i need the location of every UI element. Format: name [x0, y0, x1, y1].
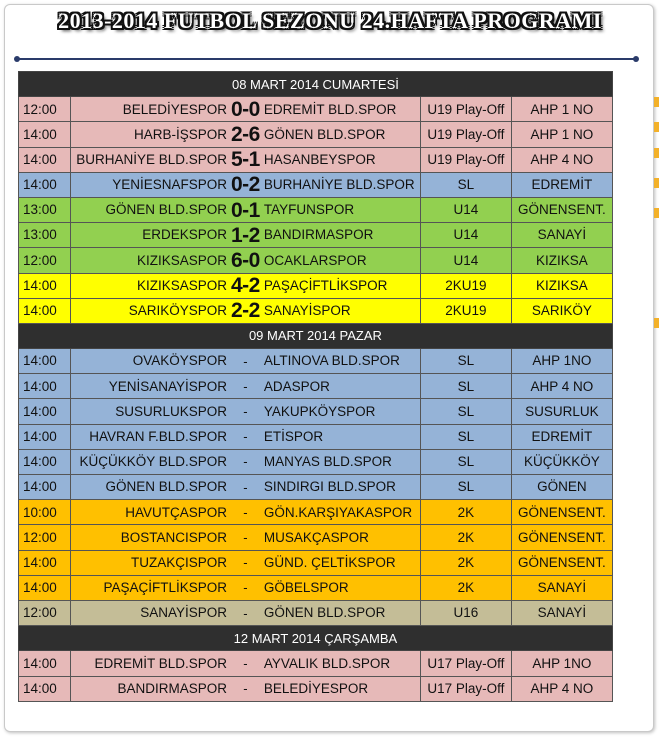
home-team: SANAYİSPOR	[71, 600, 232, 625]
match-row	[19, 349, 613, 374]
match-venue: EDREMİT	[511, 424, 612, 449]
home-team: EDREMİT BLD.SPOR	[71, 651, 232, 676]
match-row	[19, 525, 613, 550]
match-score: -	[231, 424, 260, 449]
match-venue: AHP 1 NO	[511, 97, 612, 122]
side-marker	[654, 122, 659, 132]
match-venue: AHP 4 NO	[511, 676, 612, 701]
match-time: 13:00	[19, 197, 71, 222]
home-team: SUSURLUKSPOR	[71, 399, 232, 424]
side-marker	[654, 318, 659, 328]
match-time: 14:00	[19, 147, 71, 172]
league-code: U16	[420, 600, 511, 625]
match-score: -	[231, 500, 260, 525]
league-code: SL	[420, 399, 511, 424]
league-code: 2KU19	[420, 298, 511, 323]
away-team: GÜND. ÇELTİKSPOR	[260, 550, 421, 575]
league-code: U14	[420, 248, 511, 273]
league-code: U17 Play-Off	[420, 676, 511, 701]
match-row	[19, 676, 613, 701]
league-code: SL	[420, 449, 511, 474]
match-score: 2-6	[231, 122, 260, 146]
match-row	[19, 475, 613, 500]
match-row	[19, 575, 613, 600]
away-team: SINDIRGI BLD.SPOR	[260, 475, 421, 500]
match-score: -	[231, 651, 260, 676]
home-team: BELEDİYESPOR	[71, 97, 232, 122]
match-time: 14:00	[19, 298, 71, 323]
match-score: -	[231, 525, 260, 550]
match-time: 12:00	[19, 97, 71, 122]
match-row	[19, 97, 613, 122]
match-venue: AHP 4 NO	[511, 147, 612, 172]
home-team: PAŞAÇİFTLİKSPOR	[71, 575, 232, 600]
match-venue: SANAYİ	[511, 223, 612, 248]
away-team: ADASPOR	[260, 374, 421, 399]
match-time: 14:00	[19, 651, 71, 676]
home-team: TUZAKÇISPOR	[71, 550, 232, 575]
match-time: 14:00	[19, 349, 71, 374]
match-score: -	[231, 374, 260, 399]
match-venue: SANAYİ	[511, 600, 612, 625]
match-time: 10:00	[19, 500, 71, 525]
match-score: -	[231, 475, 260, 500]
match-venue: KIZIKSA	[511, 273, 612, 298]
home-team: GÖNEN BLD.SPOR	[71, 197, 232, 222]
away-team: MUSAKÇASPOR	[260, 525, 421, 550]
match-venue: GÖNENSENT.	[511, 500, 612, 525]
league-code: U14	[420, 223, 511, 248]
match-venue: GÖNENSENT.	[511, 525, 612, 550]
away-team: BANDIRMASPOR	[260, 223, 421, 248]
match-row	[19, 449, 613, 474]
match-venue: SARIKÖY	[511, 298, 612, 323]
match-score: -	[231, 449, 260, 474]
match-row	[19, 223, 613, 248]
match-venue: GÖNENSENT.	[511, 197, 612, 222]
home-team: HAVRAN F.BLD.SPOR	[71, 424, 232, 449]
home-team: YENİSANAYİSPOR	[71, 374, 232, 399]
match-time: 13:00	[19, 223, 71, 248]
match-venue: AHP 4 NO	[511, 374, 612, 399]
away-team: HASANBEYSPOR	[260, 147, 421, 172]
away-team: BURHANİYE BLD.SPOR	[260, 172, 421, 197]
home-team: GÖNEN BLD.SPOR	[71, 475, 232, 500]
league-code: U19 Play-Off	[420, 147, 511, 172]
match-row	[19, 248, 613, 273]
day-header-row	[19, 626, 613, 651]
league-code: 2KU19	[420, 273, 511, 298]
match-row	[19, 374, 613, 399]
match-venue: AHP 1NO	[511, 349, 612, 374]
match-time: 14:00	[19, 172, 71, 197]
side-marker	[654, 178, 659, 188]
away-team: GÖN.KARŞIYAKASPOR	[260, 500, 421, 525]
match-score: 1-2	[231, 223, 260, 247]
match-row	[19, 147, 613, 172]
match-row	[19, 651, 613, 676]
match-venue: EDREMİT	[511, 172, 612, 197]
match-venue: SANAYİ	[511, 575, 612, 600]
away-team: AYVALIK BLD.SPOR	[260, 651, 421, 676]
home-team: ERDEKSPOR	[71, 223, 232, 248]
league-code: U19 Play-Off	[420, 122, 511, 147]
match-score: -	[231, 676, 260, 701]
away-team: YAKUPKÖYSPOR	[260, 399, 421, 424]
away-team: ETİSPOR	[260, 424, 421, 449]
home-team: KIZIKSASPOR	[71, 273, 232, 298]
league-code: U19 Play-Off	[420, 97, 511, 122]
match-time: 12:00	[19, 525, 71, 550]
day-header-row	[19, 72, 613, 97]
match-venue: SUSURLUK	[511, 399, 612, 424]
match-row	[19, 550, 613, 575]
page-title: 2013-2014 FUTBOL SEZONU 24.HAFTA PROGRAMI	[58, 8, 602, 33]
title-divider	[17, 58, 636, 60]
fixture-table	[18, 71, 613, 702]
home-team: KIZIKSASPOR	[71, 248, 232, 273]
match-time: 14:00	[19, 424, 71, 449]
match-time: 14:00	[19, 475, 71, 500]
match-row	[19, 273, 613, 298]
league-code: SL	[420, 349, 511, 374]
league-code: U17 Play-Off	[420, 651, 511, 676]
day-header: 08 MART 2014 CUMARTESİ	[19, 72, 613, 97]
day-header: 09 MART 2014 PAZAR	[19, 323, 613, 348]
match-venue: GÖNENSENT.	[511, 550, 612, 575]
league-code: 2K	[420, 575, 511, 600]
home-team: SARIKÖYSPOR	[71, 298, 232, 323]
away-team: GÖBELSPOR	[260, 575, 421, 600]
match-row	[19, 600, 613, 625]
away-team: ALTINOVA BLD.SPOR	[260, 349, 421, 374]
side-marker	[654, 97, 659, 107]
away-team: BELEDİYESPOR	[260, 676, 421, 701]
match-time: 14:00	[19, 273, 71, 298]
match-venue: AHP 1NO	[511, 651, 612, 676]
home-team: YENİESNAFSPOR	[71, 172, 232, 197]
away-team: OCAKLARSPOR	[260, 248, 421, 273]
day-header-row	[19, 323, 613, 348]
match-time: 14:00	[19, 374, 71, 399]
league-code: SL	[420, 374, 511, 399]
league-code: 2K	[420, 500, 511, 525]
match-score: 5-1	[231, 148, 260, 172]
match-venue: KIZIKSA	[511, 248, 612, 273]
league-code: U14	[420, 197, 511, 222]
match-score: -	[231, 349, 260, 374]
match-venue: KÜÇÜKKÖY	[511, 449, 612, 474]
match-time: 14:00	[19, 676, 71, 701]
match-row	[19, 172, 613, 197]
league-code: 2K	[420, 550, 511, 575]
league-code: 2K	[420, 525, 511, 550]
away-team: TAYFUNSPOR	[260, 197, 421, 222]
match-time: 14:00	[19, 449, 71, 474]
away-team: SANAYİSPOR	[260, 298, 421, 323]
home-team: HAVUTÇASPOR	[71, 500, 232, 525]
match-time: 14:00	[19, 575, 71, 600]
home-team: HARB-İŞSPOR	[71, 122, 232, 147]
match-row	[19, 500, 613, 525]
league-code: SL	[420, 475, 511, 500]
match-time: 14:00	[19, 399, 71, 424]
away-team: EDREMİT BLD.SPOR	[260, 97, 421, 122]
away-team: GÖNEN BLD.SPOR	[260, 600, 421, 625]
match-venue: AHP 1 NO	[511, 122, 612, 147]
match-time: 14:00	[19, 122, 71, 147]
match-score: 6-0	[231, 248, 260, 272]
league-code: SL	[420, 172, 511, 197]
away-team: PAŞAÇİFTLİKSPOR	[260, 273, 421, 298]
match-score: 4-2	[231, 274, 260, 298]
match-score: -	[231, 550, 260, 575]
home-team: KÜÇÜKKÖY BLD.SPOR	[71, 449, 232, 474]
match-time: 12:00	[19, 248, 71, 273]
match-row	[19, 424, 613, 449]
match-time: 14:00	[19, 550, 71, 575]
match-score: 0-2	[231, 173, 260, 197]
match-score: 0-1	[231, 198, 260, 222]
match-row	[19, 399, 613, 424]
side-marker	[654, 148, 659, 158]
home-team: OVAKÖYSPOR	[71, 349, 232, 374]
match-row	[19, 122, 613, 147]
away-team: MANYAS BLD.SPOR	[260, 449, 421, 474]
match-row	[19, 197, 613, 222]
match-score: 2-2	[231, 299, 260, 323]
match-score: -	[231, 399, 260, 424]
home-team: BANDIRMASPOR	[71, 676, 232, 701]
match-score: 0-0	[231, 97, 260, 121]
home-team: BURHANİYE BLD.SPOR	[71, 147, 232, 172]
match-score: -	[231, 600, 260, 625]
league-code: SL	[420, 424, 511, 449]
away-team: GÖNEN BLD.SPOR	[260, 122, 421, 147]
match-venue: GÖNEN	[511, 475, 612, 500]
day-header: 12 MART 2014 ÇARŞAMBA	[19, 626, 613, 651]
match-score: -	[231, 575, 260, 600]
side-marker	[654, 208, 659, 218]
match-time: 12:00	[19, 600, 71, 625]
match-row	[19, 298, 613, 323]
home-team: BOSTANCISPOR	[71, 525, 232, 550]
